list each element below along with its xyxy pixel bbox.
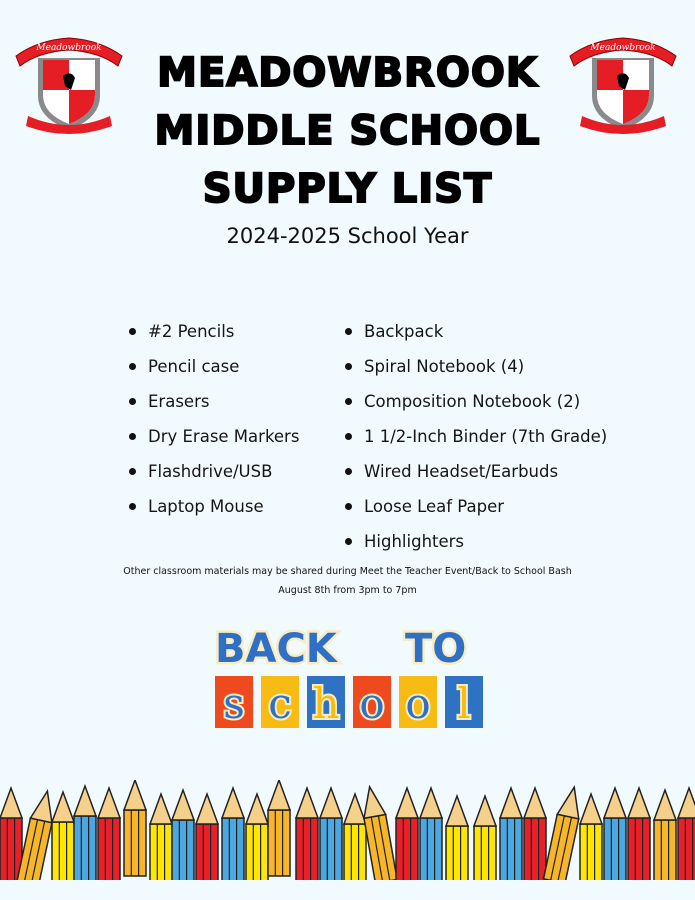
school-year-subtitle: 2024-2025 School Year [226, 224, 469, 248]
svg-text:o: o [359, 679, 385, 728]
list-item: Highlighters [344, 524, 607, 559]
list-item: Wired Headset/Earbuds [344, 454, 607, 489]
svg-text:l: l [457, 679, 471, 728]
list-item: Laptop Mouse [128, 489, 299, 524]
svg-text:TO: TO [405, 626, 467, 672]
page-title [0, 44, 695, 218]
list-item: #2 Pencils [128, 314, 299, 349]
list-item: Loose Leaf Paper [344, 489, 607, 524]
event-date-note: August 8th from 3pm to 7pm [278, 585, 417, 596]
list-item: Composition Notebook (2) [344, 384, 607, 419]
svg-text:Meadowbrook: Meadowbrook [590, 43, 656, 53]
title-line-2: MIDDLE SCHOOL [154, 108, 541, 154]
list-item: Erasers [128, 384, 299, 419]
materials-note: Other classroom materials may be shared during Meet the Teacher Event/Back to School Bash [123, 566, 572, 577]
svg-text:h: h [312, 679, 340, 728]
svg-text:c: c [268, 679, 292, 728]
list-item: 1 1/2-Inch Binder (7th Grade) [344, 419, 607, 454]
list-item: Pencil case [128, 349, 299, 384]
pencil-border-decoration [0, 780, 695, 880]
supply-list-column-1 [128, 314, 299, 524]
svg-text:o: o [405, 679, 431, 728]
list-item: Dry Erase Markers [128, 419, 299, 454]
list-item: Backpack [344, 314, 607, 349]
svg-text:s: s [223, 679, 245, 728]
back-to-school-graphic [205, 610, 495, 735]
title-line-1: MEADOWBROOK [157, 50, 538, 96]
list-item: Flashdrive/USB [128, 454, 299, 489]
svg-text:Meadowbrook: Meadowbrook [36, 43, 102, 53]
title-line-3: SUPPLY LIST [202, 166, 493, 212]
list-item: Spiral Notebook (4) [344, 349, 607, 384]
svg-text:BACK: BACK [215, 626, 337, 672]
supply-list-column-2 [344, 314, 607, 559]
